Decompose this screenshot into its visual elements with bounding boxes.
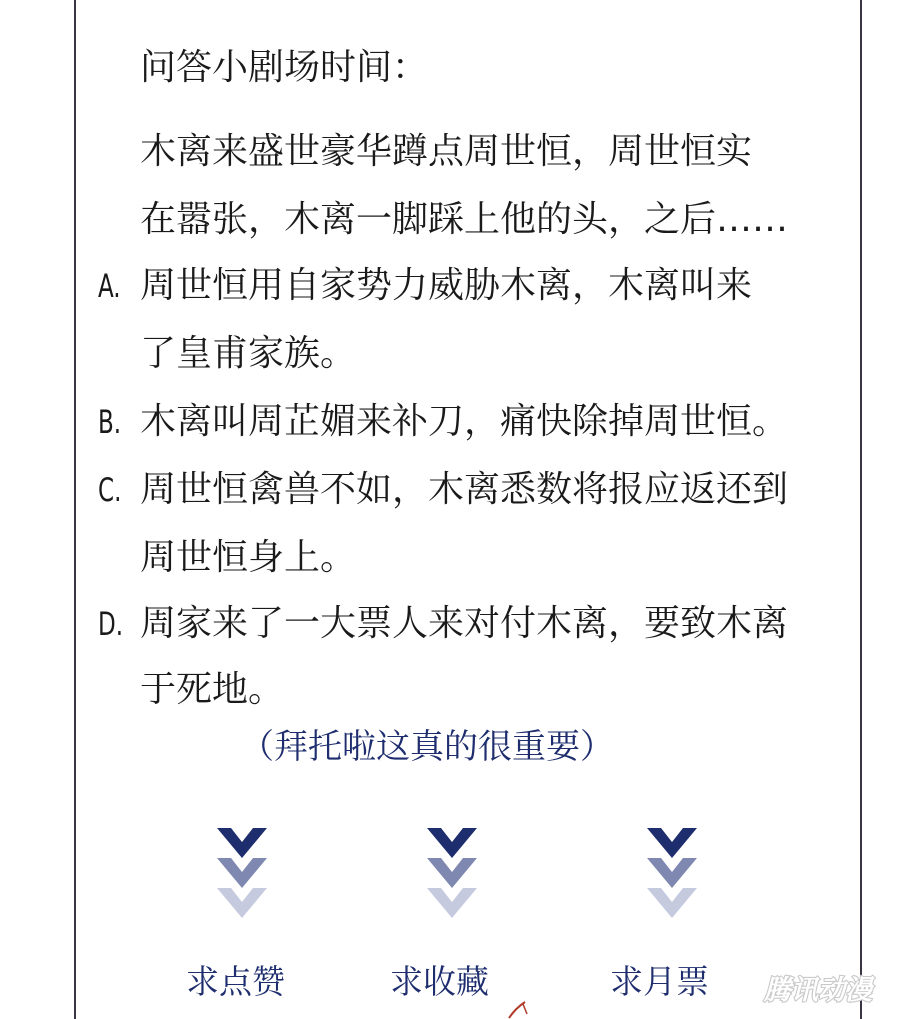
question-line: 在嚣张，木离一脚踩上他的头，之后……: [140, 199, 789, 240]
svg-text:腾讯动漫: 腾讯动漫: [764, 975, 872, 1006]
option-letter: B.: [98, 403, 122, 441]
plea-text: （拜托啦这真的很重要）: [240, 727, 614, 767]
option-text: 周家来了一大票人来对付木离，要致木离: [140, 603, 789, 644]
option-c-continued: 周世恒身上。: [140, 537, 357, 578]
option-text: 周世恒用自家势力威胁木离，木离叫来: [140, 265, 753, 306]
panel-border-left: [74, 0, 76, 1019]
like-button[interactable]: 求点赞: [186, 962, 285, 1001]
option-a-continued: 了皇甫家族。: [140, 333, 357, 374]
option-d-continued: 于死地。: [140, 669, 285, 710]
panel-border-right: [860, 0, 862, 1019]
quiz-heading: 问答小剧场时间：: [140, 47, 429, 88]
chevron-down-icon: [647, 828, 697, 928]
question-line: 木离来盛世豪华蹲点周世恒，周世恒实: [140, 131, 753, 172]
option-a: [98, 264, 752, 308]
option-letter: A.: [98, 267, 121, 305]
monthly-ticket-button[interactable]: 求月票: [610, 962, 709, 1001]
option-letter: C.: [98, 471, 122, 509]
option-text: 周世恒禽兽不如，木离悉数将报应返还到: [140, 469, 789, 510]
chevron-down-icon: [427, 828, 477, 928]
option-letter: D.: [98, 605, 124, 643]
option-text: 木离叫周芷媚来补刀，痛快除掉周世恒。: [140, 401, 789, 442]
watermark-logo: [748, 970, 888, 1008]
option-c: [98, 468, 788, 512]
option-d: [98, 602, 788, 646]
favorite-button[interactable]: 求收藏: [390, 962, 489, 1001]
chevron-down-icon: [217, 828, 267, 928]
option-b: [98, 400, 788, 444]
red-stroke-mark: [505, 1000, 535, 1019]
